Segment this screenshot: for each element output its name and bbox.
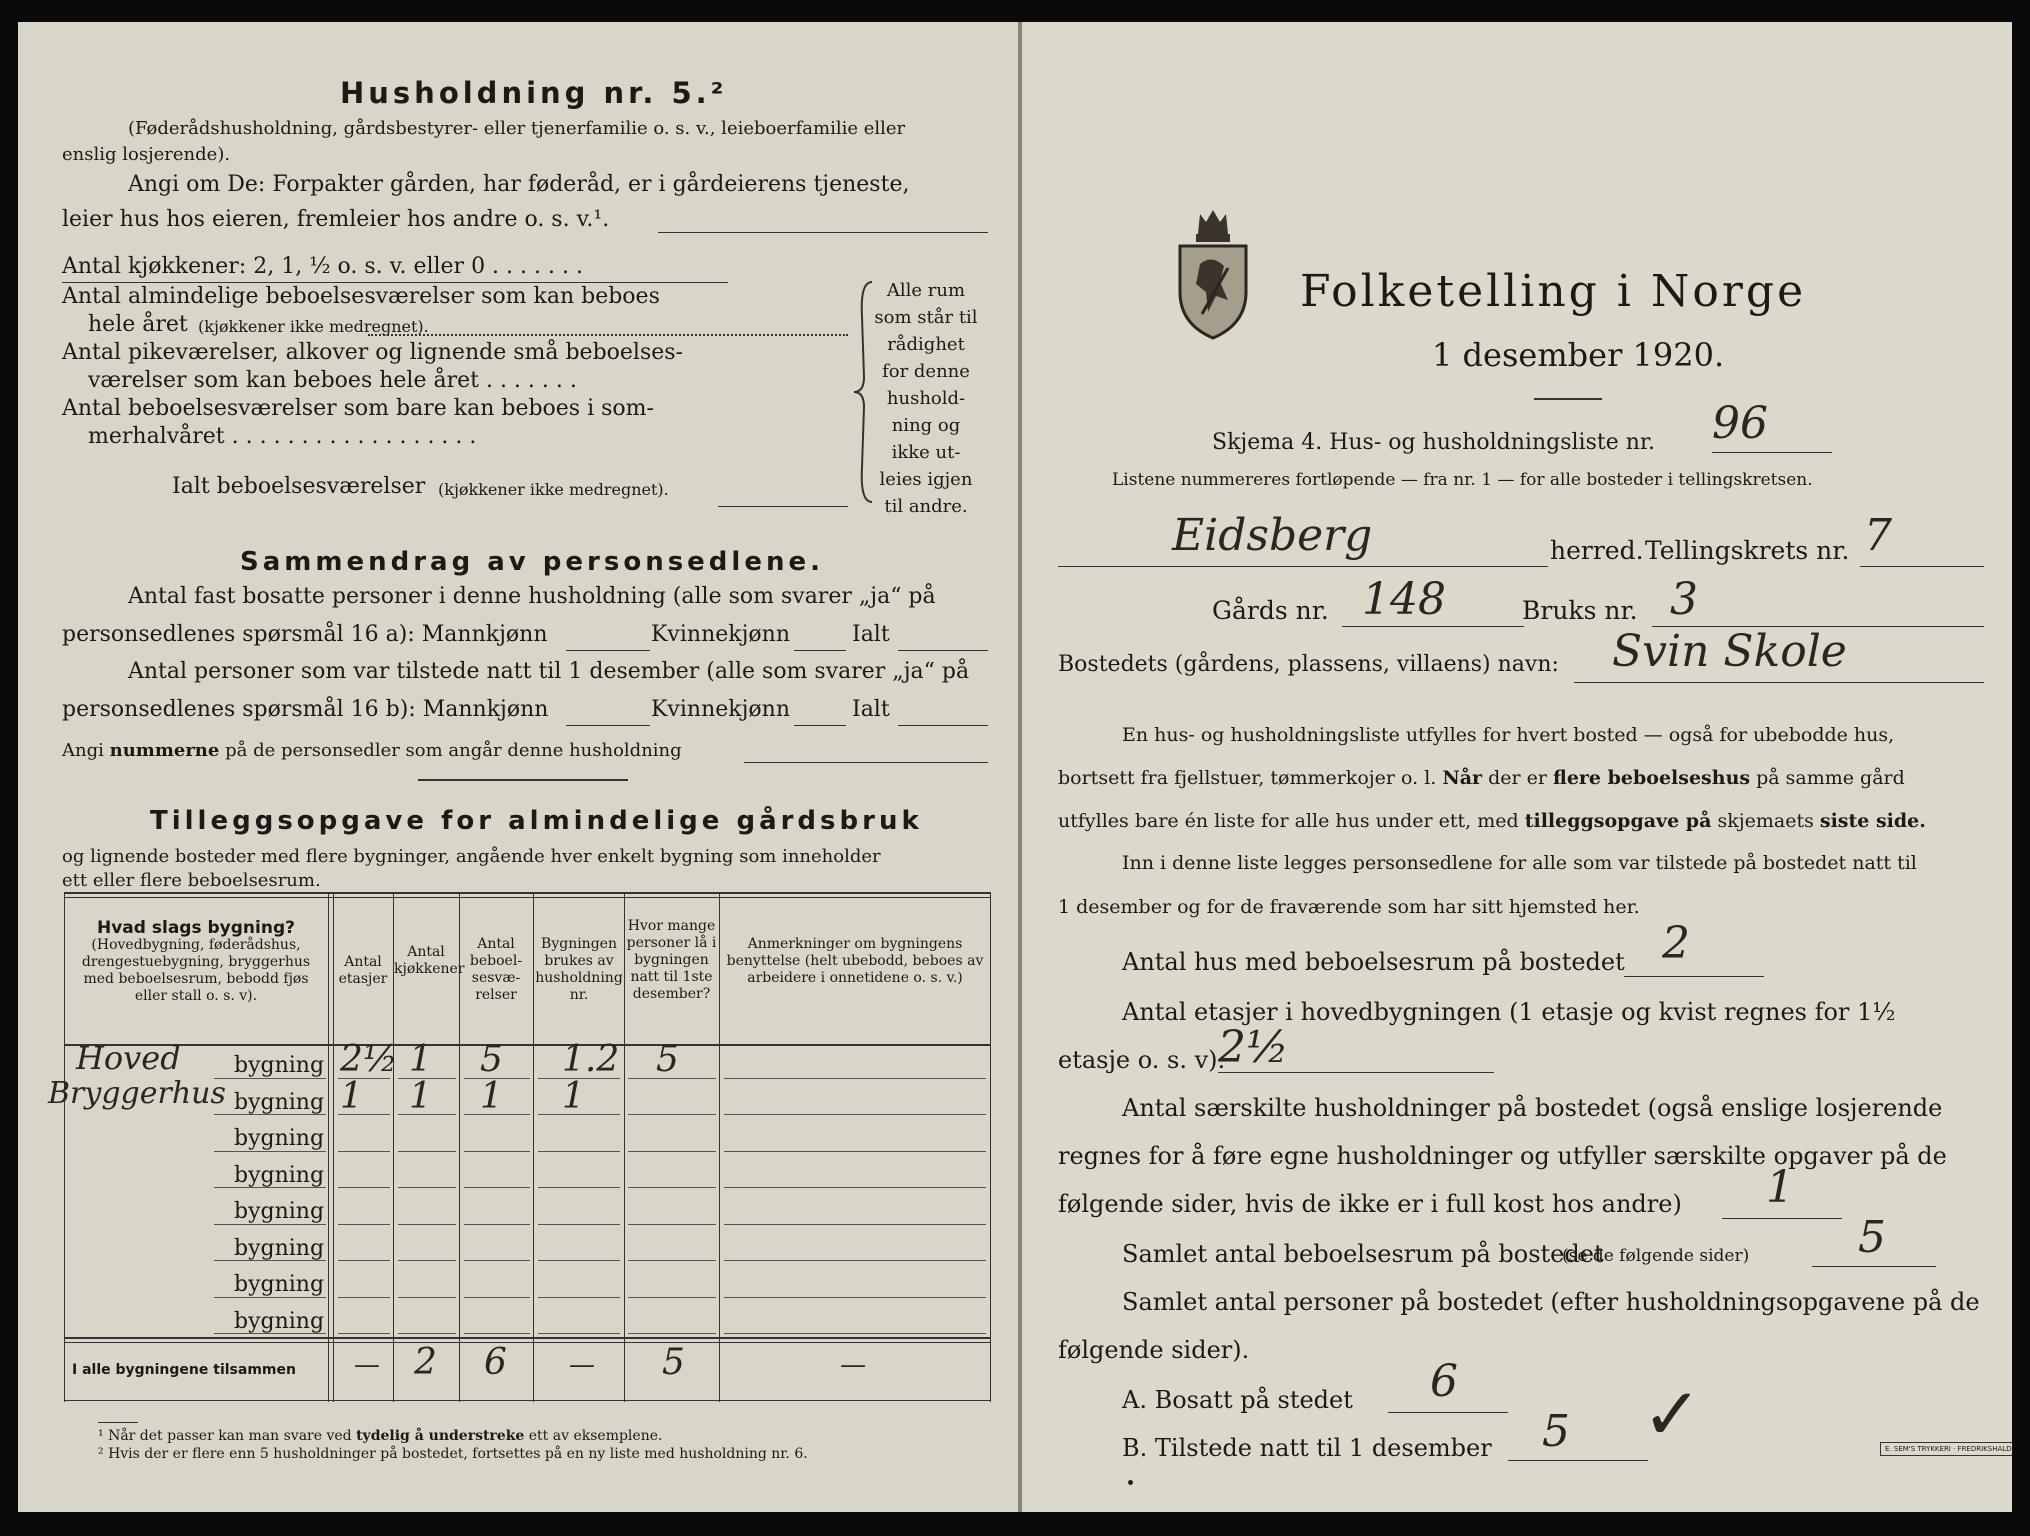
cell-line[interactable] xyxy=(628,1260,716,1261)
cell-line[interactable] xyxy=(398,1187,456,1188)
numbers-field[interactable] xyxy=(744,762,988,763)
total-kitchens[interactable]: 2 xyxy=(414,1342,437,1383)
ordinary-rooms-note: (kjøkkener ikke medregnet). xyxy=(198,317,429,336)
total-rooms-label: Ialt beboelsesværelser xyxy=(172,474,426,499)
brace-note-line: Alle rum xyxy=(886,280,966,301)
col-household-header: Bygningen brukes av husholdning nr. xyxy=(535,936,623,1003)
row-bygning-label: bygning xyxy=(234,1126,325,1151)
cell-vaerelser[interactable]: 1 xyxy=(480,1075,503,1117)
numbers-post: på de personsedler som angår denne husholdning xyxy=(225,740,682,761)
q-hush-value[interactable]: 1 xyxy=(1766,1162,1794,1213)
row-bygning-label: bygning xyxy=(234,1308,325,1334)
divider xyxy=(418,779,628,781)
col-rooms-header: Antal beboelsesværelser xyxy=(469,936,523,1003)
tellingskrets-value[interactable]: 7 xyxy=(1864,510,1892,561)
herred-label: herred. xyxy=(1550,536,1644,565)
para1-2e: på samme gård xyxy=(1756,767,1905,789)
table-row xyxy=(48,1075,990,1121)
cell-line[interactable] xyxy=(464,1260,530,1261)
table-row xyxy=(64,1157,990,1194)
summary-title: Sammendrag av personsedlene. xyxy=(240,547,824,577)
para1-3a: utfylles bare én liste for alle hus under ett, med xyxy=(1058,810,1519,832)
cell-hush[interactable]: 1 xyxy=(562,1075,585,1117)
cell-line[interactable] xyxy=(724,1297,986,1298)
cell-line[interactable] xyxy=(398,1224,456,1225)
cell-kjokken[interactable]: 1 xyxy=(409,1075,432,1117)
summary-2-kvinne-field[interactable] xyxy=(794,725,846,726)
footnote-1-bold: tydelig å understreke xyxy=(356,1428,525,1444)
supplement-line-2: ett eller flere beboelsesrum. xyxy=(62,870,321,891)
cell-line[interactable] xyxy=(628,1114,716,1115)
intro-line-1: (Føderådshusholdning, gårdsbestyrer- eller tjenerfamilie o. s. v., leieboerfamilie eller xyxy=(128,118,906,139)
table-row xyxy=(64,1266,990,1303)
title-divider xyxy=(1534,398,1602,400)
supplement-title: Tilleggsopgave for almindelige gårdsbruk xyxy=(150,806,923,836)
footnote-2: ² Hvis der er flere enn 5 husholdninger på bostedet, fortsettes på en ny liste med husholdning nr. 6. xyxy=(98,1446,808,1462)
q-hush-line-2: regnes for å føre egne husholdninger og utfyller særskilte opgaver på de xyxy=(1058,1142,1947,1170)
cell-line[interactable] xyxy=(628,1187,716,1188)
tellingskrets-label: Tellingskrets nr. xyxy=(1645,536,1850,565)
row-bygning-label: bygning xyxy=(234,1235,325,1261)
cell-line[interactable] xyxy=(724,1114,986,1115)
cell-line[interactable] xyxy=(338,1224,390,1225)
left-page xyxy=(18,22,1018,1512)
q-etasjer-line-2: etasje o. s. v). xyxy=(1058,1046,1226,1074)
col-floors-header: Antal etasjer xyxy=(338,954,388,987)
bosted-value[interactable]: Svin Skole xyxy=(1612,626,1847,677)
total-row-label: I alle bygningene tilsammen xyxy=(72,1362,296,1378)
census-date: 1 desember 1920. xyxy=(1432,336,1725,374)
q-rum-label: Samlet antal beboelsesrum på bostedet xyxy=(1122,1240,1604,1268)
intro-line-2: enslig losjerende). xyxy=(62,144,231,165)
row-bygning-label: bygning xyxy=(234,1053,325,1078)
cell-line[interactable] xyxy=(338,1297,390,1298)
summer-rooms-label-1: Antal beboelsesværelser som bare kan beboes i som- xyxy=(62,396,654,421)
ordinary-rooms-label-2: hele året xyxy=(88,312,188,337)
para1-line-3 xyxy=(1058,810,1926,832)
q-rum-value[interactable]: 5 xyxy=(1858,1212,1886,1263)
q-hus-label: Antal hus med beboelsesrum på bostedet xyxy=(1122,948,1625,976)
row-bygning-label: bygning xyxy=(234,1272,325,1297)
table-row xyxy=(64,1193,990,1230)
check-mark-icon: ✓ xyxy=(1642,1372,1703,1456)
total-rooms[interactable]: 6 xyxy=(484,1342,507,1383)
cell-line[interactable] xyxy=(724,1333,986,1334)
col-remarks-header: Anmerkninger om bygningens benyttelse (helt ubebodd, beboes av arbeidere i onnetidene o. s. v.) xyxy=(726,936,984,986)
cell-line[interactable] xyxy=(464,1297,530,1298)
cell-etasjer[interactable]: 1 xyxy=(340,1075,363,1117)
cell-line[interactable] xyxy=(464,1187,530,1188)
q-hus-value[interactable]: 2 xyxy=(1662,918,1690,969)
cell-hush[interactable]: 1.2 xyxy=(562,1039,620,1080)
q-hush-line-1: Antal særskilte husholdninger på bostedet (også enslige losjerende xyxy=(1122,1094,1943,1122)
summary-2-ialt-field[interactable] xyxy=(898,725,988,726)
brace-note-line: rådighet xyxy=(887,334,965,355)
para2-line-1: Inn i denne liste legges personsedlene for alle som var tilstede på bostedet natt til xyxy=(1122,852,1917,874)
brace-note-line: for denne xyxy=(882,361,970,382)
col-persons-header: Hvor mange personer lå i bygningen natt til 1ste desember? xyxy=(626,918,717,1002)
schema-number[interactable]: 96 xyxy=(1712,398,1768,449)
cell-etasjer[interactable]: 2½ xyxy=(340,1039,398,1080)
footnote-1 xyxy=(98,1428,662,1444)
cell-line[interactable] xyxy=(724,1187,986,1188)
cell-kjokken[interactable]: 1 xyxy=(409,1039,432,1080)
summary-2-ialt-label: Ialt xyxy=(852,697,890,722)
row-bygning-label: bygning xyxy=(234,1162,325,1188)
cell-line[interactable] xyxy=(724,1078,986,1079)
footnote-1-pre: ¹ Når det passer kan man svare ved xyxy=(98,1428,352,1444)
table-row xyxy=(64,1120,990,1157)
summary-2-mann-field[interactable] xyxy=(566,725,650,726)
summary-1-kvinne-label: Kvinnekjønn xyxy=(651,622,790,647)
gards-label: Gårds nr. xyxy=(1212,596,1329,625)
footnote-1-post: ett av eksemplene. xyxy=(528,1428,663,1444)
cell-line[interactable] xyxy=(398,1297,456,1298)
gards-value[interactable]: 148 xyxy=(1362,574,1446,625)
summary-2-kvinne-label: Kvinnekjønn xyxy=(651,697,790,722)
maid-rooms-label-2: værelser som kan beboes hele året . . . . . . . xyxy=(88,368,577,393)
cell-line[interactable] xyxy=(398,1333,456,1334)
brace-note-line: til andre. xyxy=(884,496,968,517)
brace-note-line: hushold- xyxy=(886,388,966,409)
cell-line[interactable] xyxy=(724,1224,986,1225)
total-floors[interactable]: — xyxy=(354,1350,380,1380)
table-row xyxy=(64,1303,990,1340)
question-line-2: leier hus hos eieren, fremleier hos andre o. s. v.¹. xyxy=(62,207,610,232)
b-label: B. Tilstede natt til 1 desember xyxy=(1122,1434,1492,1462)
buildings-table xyxy=(48,892,990,1402)
q-etasjer-value[interactable]: 2½ xyxy=(1218,1022,1289,1073)
ordinary-rooms-line[interactable] xyxy=(368,334,848,336)
summary-1-mann-field[interactable] xyxy=(566,650,650,651)
household-title: Husholdning nr. 5.² xyxy=(340,76,728,110)
row-bygning-label: bygning xyxy=(234,1089,325,1115)
a-value[interactable]: 6 xyxy=(1430,1356,1458,1407)
table-row xyxy=(64,1230,990,1267)
summary-1-line-2: personsedlenes spørsmål 16 a): Mannkjønn xyxy=(62,622,548,647)
row-bygning-label: bygning xyxy=(234,1199,325,1224)
dot-mark xyxy=(1128,1480,1133,1485)
bruks-value[interactable]: 3 xyxy=(1670,574,1698,625)
cell-line[interactable] xyxy=(464,1333,530,1334)
schema-label: Skjema 4. Hus- og husholdningsliste nr. xyxy=(1212,430,1655,455)
brace-note-line: ning og xyxy=(891,415,961,436)
cell-line[interactable] xyxy=(398,1151,456,1152)
brace-note-line: ikke ut- xyxy=(891,442,961,463)
cell-vaerelser[interactable]: 5 xyxy=(480,1039,503,1080)
para1-line-2 xyxy=(1058,767,1905,789)
brace-note-line: som står til xyxy=(874,307,978,328)
maid-rooms-label-1: Antal pikeværelser, alkover og lignende små beboelses- xyxy=(62,340,683,365)
row-building-name[interactable]: Bryggerhus xyxy=(48,1075,226,1111)
summary-1-ialt-field[interactable] xyxy=(898,650,988,651)
kitchens-line[interactable] xyxy=(62,282,728,283)
para2-line-2: 1 desember og for de fraværende som har sitt hjemsted her. xyxy=(1058,896,1640,918)
b-value[interactable]: 5 xyxy=(1542,1406,1570,1457)
col-kitchens-header: Antal kjøkkener xyxy=(394,944,465,977)
summary-1-kvinne-field[interactable] xyxy=(794,650,846,651)
para1-line-1: En hus- og husholdningsliste utfylles for hvert bosted — også for ubebodde hus, xyxy=(1122,724,1895,746)
cell-line[interactable] xyxy=(338,1333,390,1334)
bosted-label: Bostedets (gårdens, plassens, villaens) navn: xyxy=(1058,652,1559,677)
cell-line[interactable] xyxy=(628,1151,716,1152)
total-household[interactable]: — xyxy=(569,1350,595,1380)
supplement-line-1: og lignende bosteder med flere bygninger, angående hver enkelt bygning som inneholder xyxy=(62,846,881,867)
para1-2b: Når xyxy=(1442,767,1483,789)
q-rum-note: (se de følgende sider) xyxy=(1562,1246,1750,1266)
cell-line[interactable] xyxy=(538,1297,620,1298)
bruks-label: Bruks nr. xyxy=(1522,596,1638,625)
summary-1-line-1: Antal fast bosatte personer i denne husholdning (alle som svarer „ja“ på xyxy=(128,584,936,609)
herred-value[interactable]: Eidsberg xyxy=(1172,510,1373,561)
cell-line[interactable] xyxy=(538,1224,620,1225)
cell-line[interactable] xyxy=(538,1187,620,1188)
q-etasjer-line-1: Antal etasjer i hovedbygningen (1 etasje og kvist regnes for 1½ xyxy=(1122,998,1896,1026)
question-answer-line[interactable] xyxy=(658,232,988,233)
cell-line[interactable] xyxy=(628,1224,716,1225)
cell-line[interactable] xyxy=(338,1187,390,1188)
para1-3c: skjemaets xyxy=(1717,810,1814,832)
summer-rooms-label-2: merhalvåret . . . . . . . . . . . . . . . . . . xyxy=(88,424,477,449)
cell-line[interactable] xyxy=(464,1224,530,1225)
col-building-type-title: Hvad slags bygning? xyxy=(97,918,295,938)
cell-line[interactable] xyxy=(628,1297,716,1298)
summary-2-line-1: Antal personer som var tilstede natt til 1 desember (alle som svarer „ja“ på xyxy=(128,659,970,684)
numbers-pre: Angi xyxy=(62,740,104,761)
col-building-type-sub: (Hovedbygning, føderådshus, drengestuebygning, bryggerhus med beboelsesrum, bebodd fjøs eller stall o. s. v). xyxy=(81,937,311,1004)
para1-3d: siste side. xyxy=(1819,810,1926,832)
cell-personer[interactable]: 5 xyxy=(656,1039,679,1080)
cell-line[interactable] xyxy=(724,1260,986,1261)
para1-2d: flere beboelseshus xyxy=(1553,767,1751,789)
norway-coat-of-arms-icon xyxy=(1172,204,1254,344)
q-pers-line-2: følgende sider). xyxy=(1058,1336,1250,1364)
cell-line[interactable] xyxy=(464,1151,530,1152)
cell-line[interactable] xyxy=(628,1333,716,1334)
total-remarks[interactable]: — xyxy=(840,1350,866,1380)
numbers-bold: nummerne xyxy=(109,740,220,761)
cell-line[interactable] xyxy=(724,1151,986,1152)
para1-2a: bortsett fra fjellstuer, tømmerkojer o. l. xyxy=(1058,767,1437,789)
right-page xyxy=(1022,22,2012,1512)
total-persons[interactable]: 5 xyxy=(662,1342,685,1383)
brace-note xyxy=(874,277,978,520)
col-building-type-header xyxy=(68,920,324,1005)
a-label: A. Bosatt på stedet xyxy=(1122,1386,1353,1414)
q-hush-line-3: følgende sider, hvis de ikke er i full kost hos andre) xyxy=(1058,1190,1682,1218)
cell-line[interactable] xyxy=(538,1260,620,1261)
para1-3b: tilleggsopgave på xyxy=(1524,810,1712,832)
question-line-1: Angi om De: Forpakter gården, har føderåd, er i gårdeierens tjeneste, xyxy=(128,172,910,197)
q-pers-line-1: Samlet antal personer på bostedet (efter husholdningsopgavene på de xyxy=(1122,1288,1980,1316)
kitchens-label: Antal kjøkkener: 2, 1, ½ o. s. v. eller 0 . . . . . . . xyxy=(62,254,583,279)
cell-line[interactable] xyxy=(538,1151,620,1152)
numbering-note: Listene nummereres fortløpende — fra nr. 1 — for alle bosteder i tellingskretsen. xyxy=(1112,470,1813,490)
ordinary-rooms-label-1: Antal almindelige beboelsesværelser som kan beboes xyxy=(62,284,660,309)
numbers-label xyxy=(62,740,682,761)
cell-line[interactable] xyxy=(338,1151,390,1152)
para1-2c: der er xyxy=(1488,767,1547,789)
cell-line[interactable] xyxy=(338,1260,390,1261)
total-rooms-line[interactable] xyxy=(718,506,848,507)
summary-2-line-2: personsedlenes spørsmål 16 b): Mannkjønn xyxy=(62,697,549,722)
summary-1-ialt-label: Ialt xyxy=(852,622,890,647)
cell-line[interactable] xyxy=(398,1260,456,1261)
printer-mark: E. SEM'S TRYKKERI · FREDRIKSHALD xyxy=(1880,1442,2012,1456)
total-rooms-note: (kjøkkener ikke medregnet). xyxy=(438,480,669,499)
cell-line[interactable] xyxy=(538,1333,620,1334)
census-title: Folketelling i Norge xyxy=(1300,266,1807,317)
brace-note-line: leies igjen xyxy=(879,469,973,490)
row-building-name[interactable]: Hoved xyxy=(76,1039,181,1077)
